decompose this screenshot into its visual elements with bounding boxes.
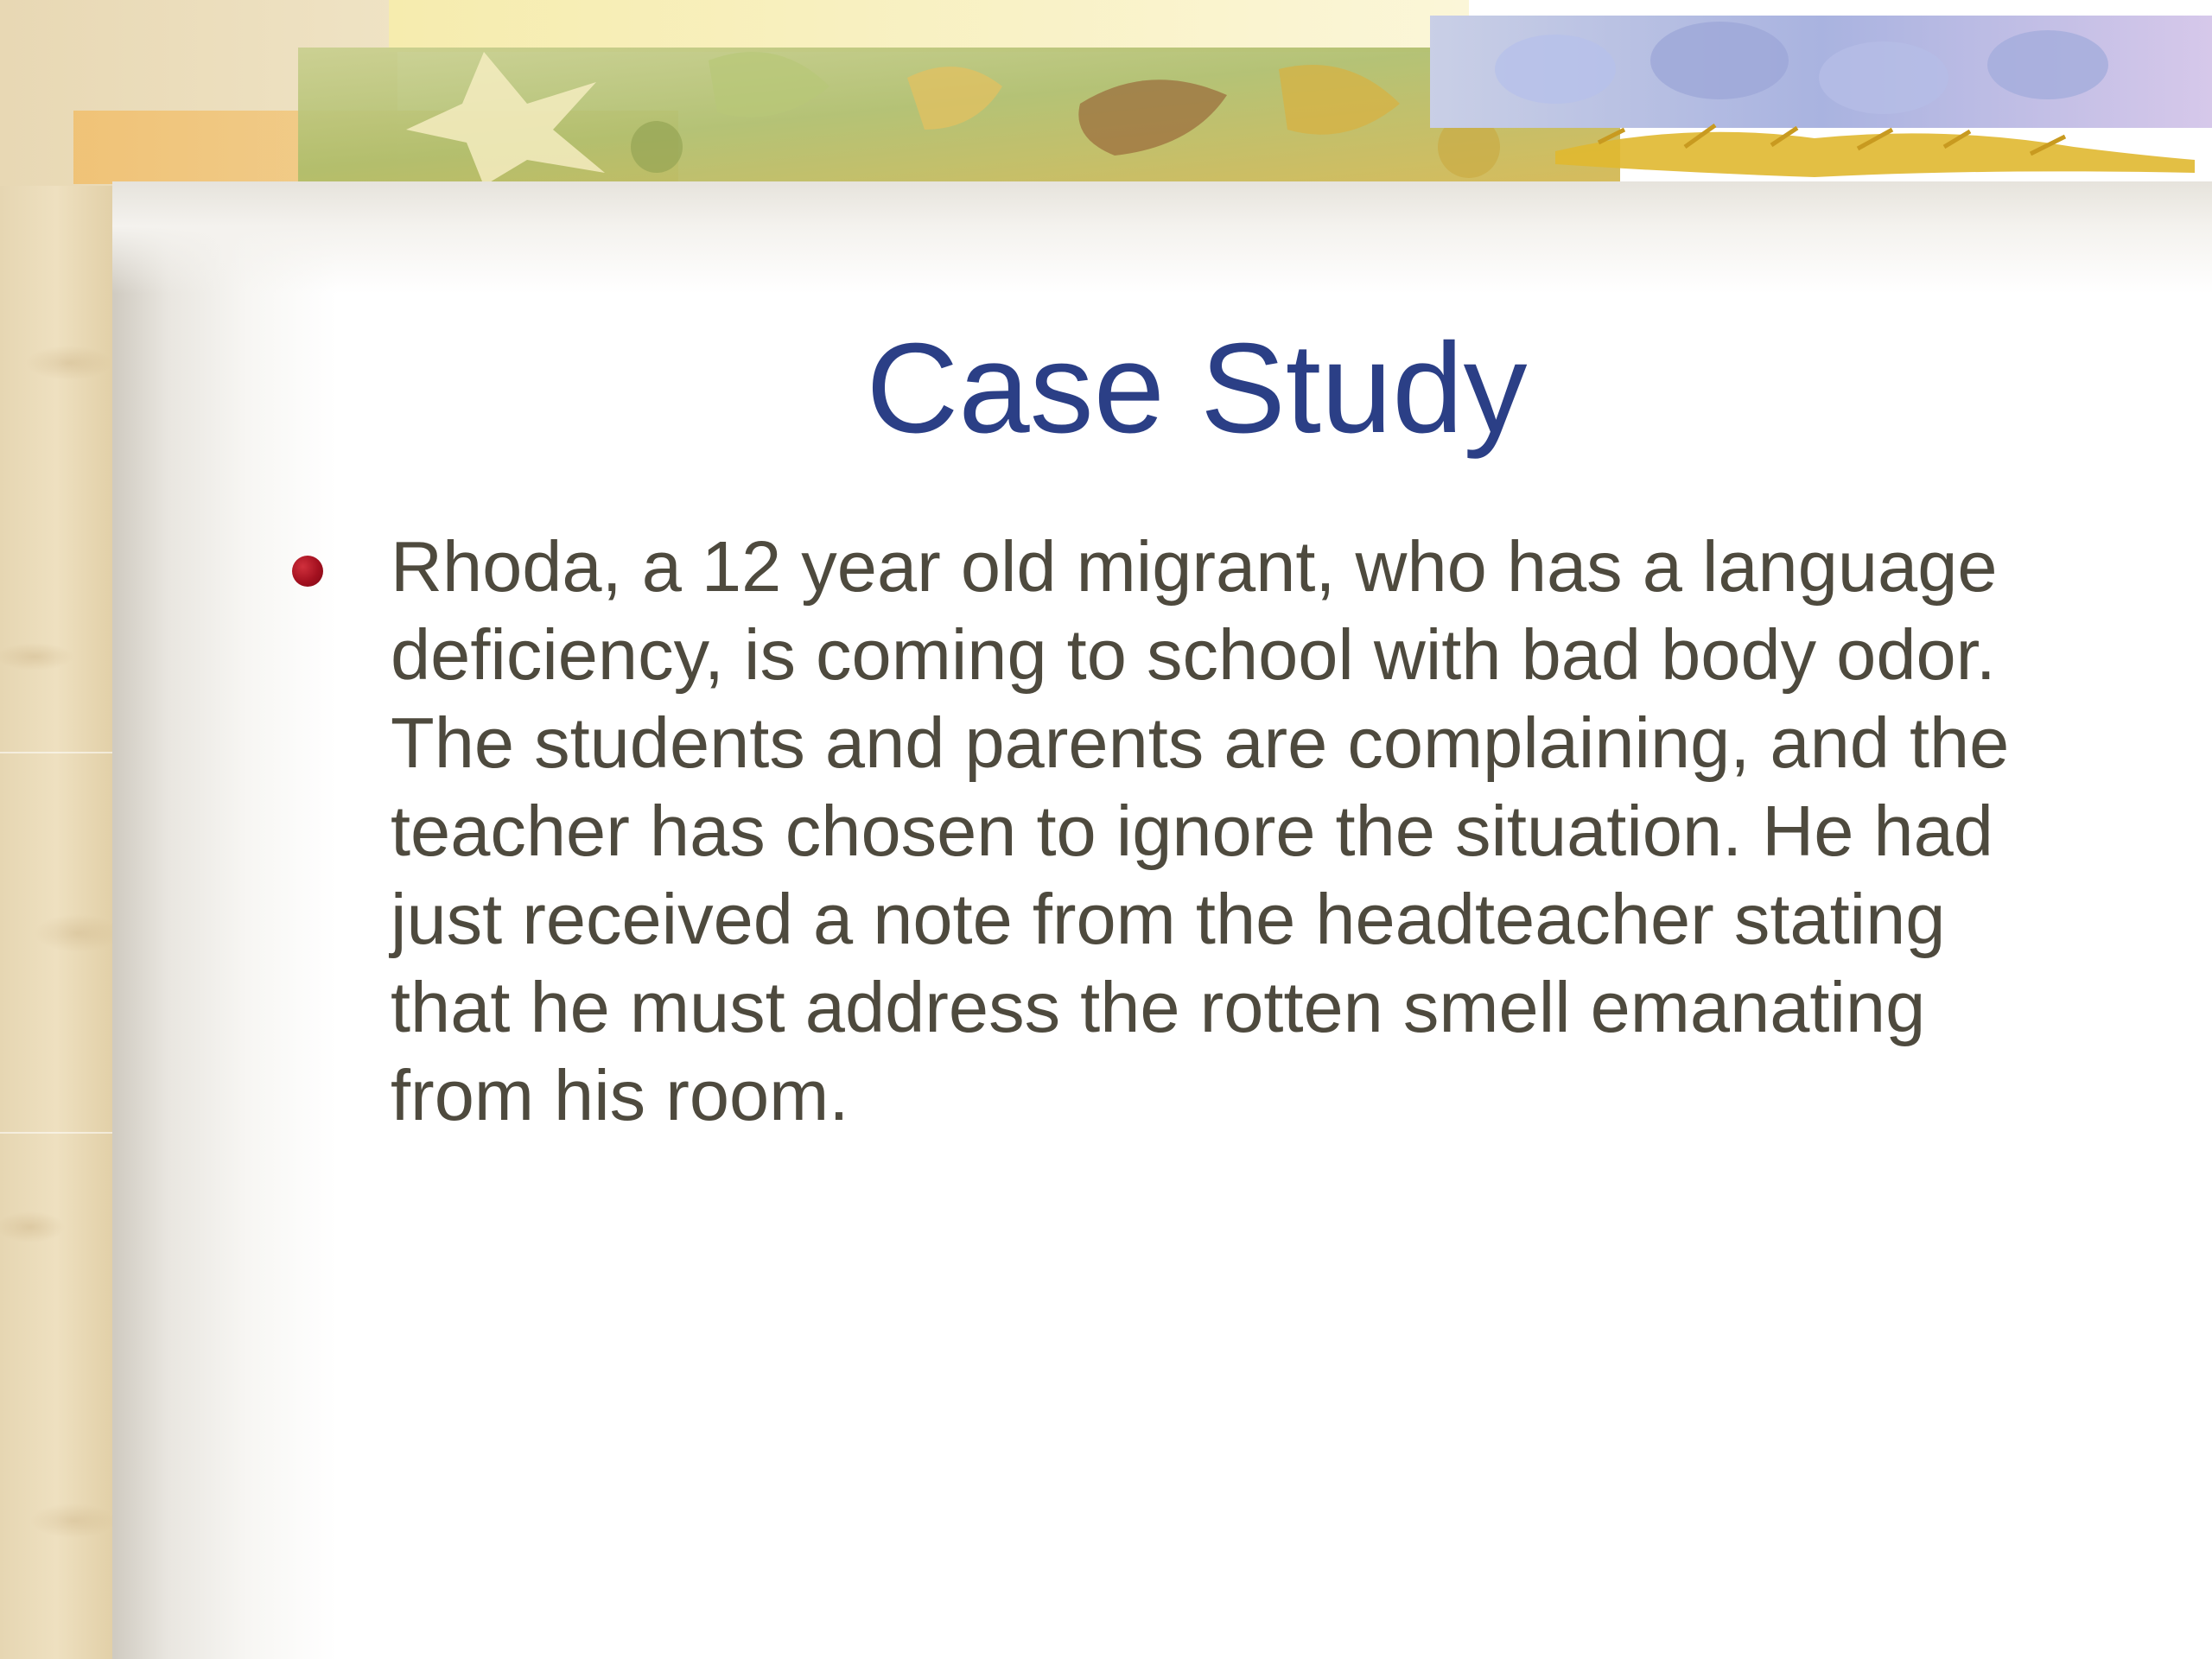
left-parchment-strip bbox=[0, 0, 112, 1659]
bullet-item bbox=[285, 523, 2117, 1140]
bullet-list bbox=[285, 523, 2117, 1140]
banner-shadow bbox=[112, 181, 2212, 294]
bullet-text: Rhoda, a 12 year old migrant, who has a language deficiency, is coming to school with bad body odor. The students and parents are complaining, and the teacher has chosen to ignore the situation. He had just received a note from the headteacher stating that he must address the rotten smell emanating from his room. bbox=[391, 526, 2010, 1135]
decorative-banner bbox=[0, 0, 2212, 186]
bullet-dot-icon bbox=[292, 556, 323, 587]
slide-title: Case Study bbox=[866, 317, 1528, 460]
